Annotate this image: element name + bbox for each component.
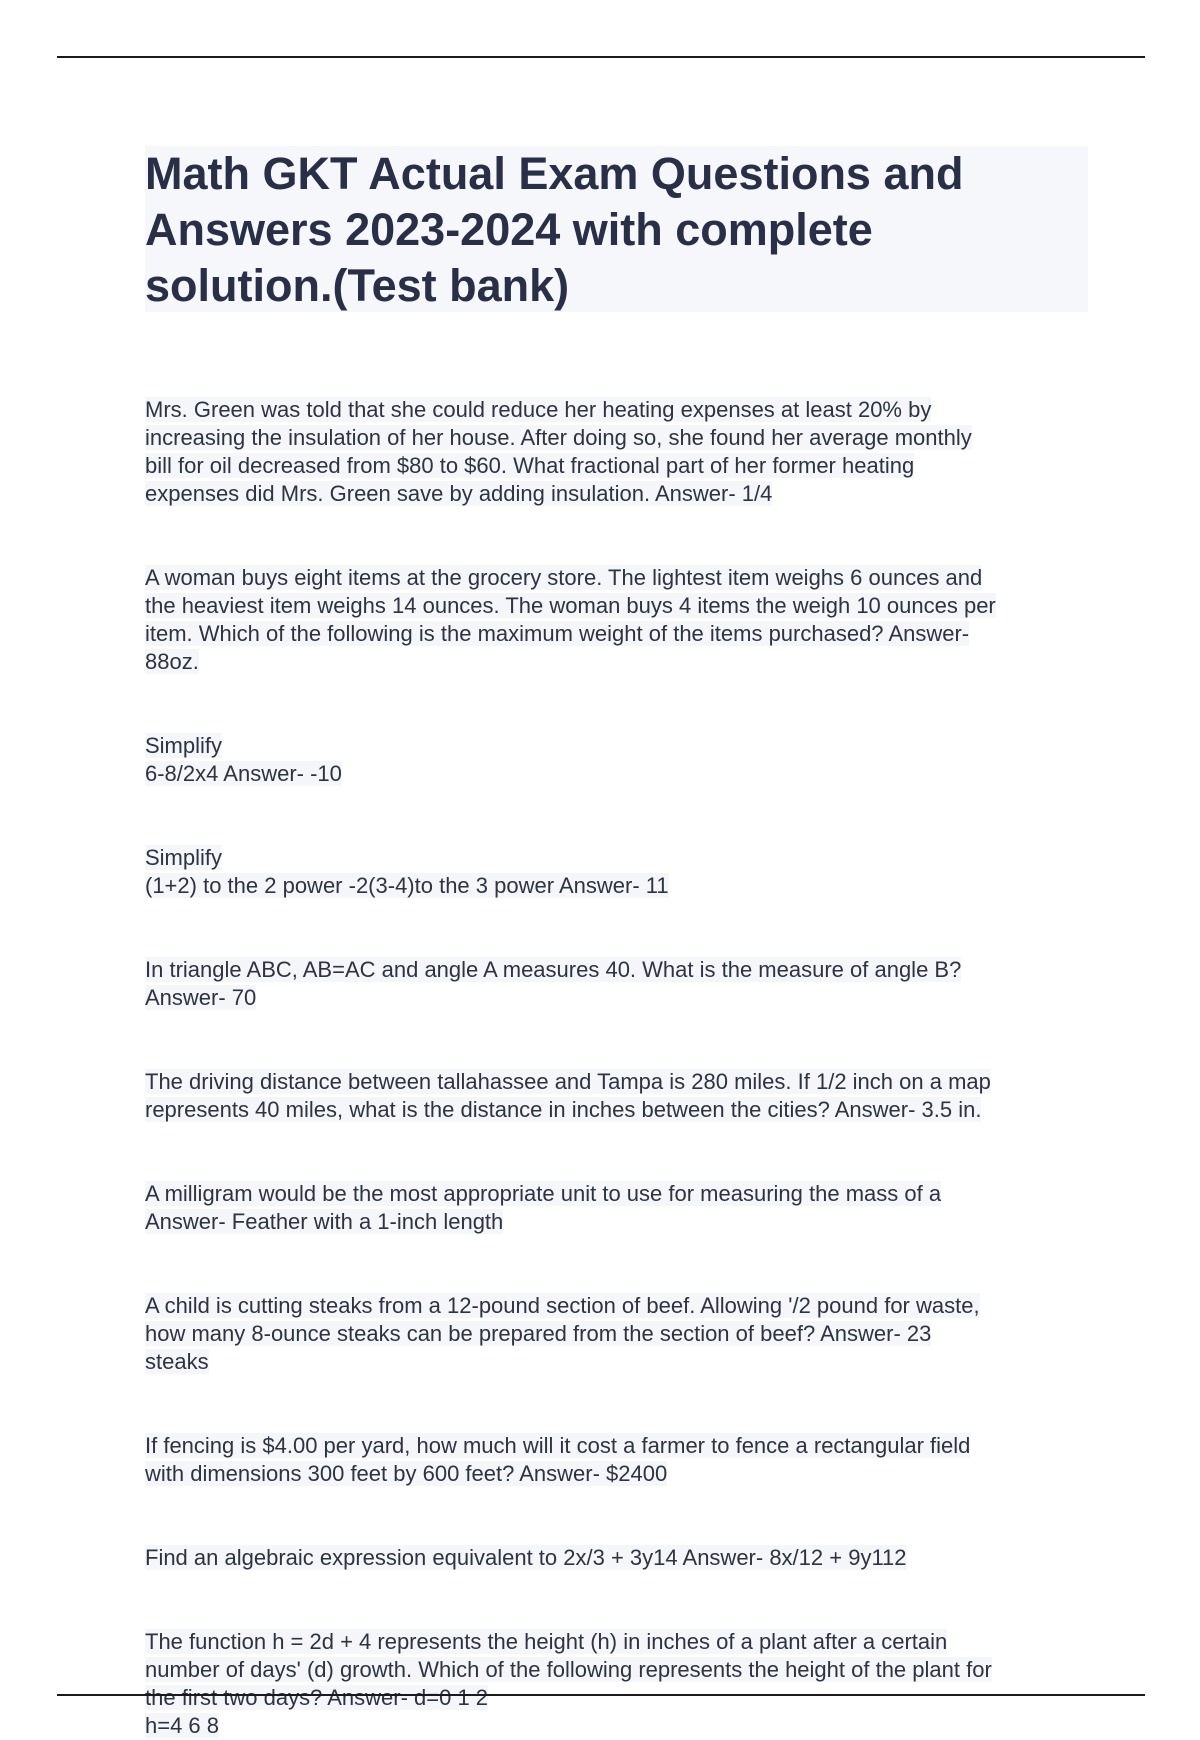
qa-item-4 — [145, 816, 1090, 900]
answer-text: Answer- $2400 — [514, 1461, 668, 1486]
qa-item-10 — [145, 1516, 1090, 1572]
answer-text: Answer- 11 — [554, 873, 669, 898]
answer-text: Answer- Feather with a 1-inch length — [145, 1209, 504, 1234]
qa-item-9 — [145, 1404, 1090, 1488]
top-rule — [57, 56, 1145, 58]
answer-text: Answer- d=0 1 2 h=4 6 8 — [145, 1685, 489, 1738]
question-text: Simplify 6-8/2x4 — [145, 733, 223, 786]
question-text: Simplify (1+2) to the 2 power -2(3-4)to the 3 power — [145, 845, 555, 898]
qa-item-2 — [145, 536, 1090, 676]
answer-text: Answer- -10 — [218, 761, 342, 786]
answer-text: Answer- 23 steaks — [145, 1321, 932, 1374]
question-text: The driving distance between tallahassee and Tampa is 280 miles. If 1/2 inch on a map represents 40 miles, what is the distance in inches between the cities? — [145, 1069, 991, 1122]
answer-text: Answer- 88oz. — [145, 621, 970, 674]
qa-item-6 — [145, 1040, 1090, 1124]
bottom-rule — [57, 1694, 1145, 1696]
qa-item-3 — [145, 704, 1090, 788]
answer-text: Answer- 70 — [145, 985, 257, 1010]
question-text: Find an algebraic expression equivalent to 2x/3 + 3y14 — [145, 1545, 678, 1570]
document-title: Math GKT Actual Exam Questions and Answers 2023-2024 with complete solution.(Test bank) — [145, 148, 964, 311]
qa-item-7 — [145, 1152, 1090, 1236]
question-text: In triangle ABC, AB=AC and angle A measures 40. What is the measure of angle B? — [145, 957, 962, 982]
question-text: The function h = 2d + 4 represents the height (h) in inches of a plant after a certain number of days' (d) growth. Which of the following represents the height of the plant for the first two days? — [145, 1629, 992, 1710]
answer-text: Answer- 1/4 — [650, 481, 773, 506]
answer-text: Answer- 3.5 in. — [829, 1097, 982, 1122]
question-text: A milligram would be the most appropriate unit to use for measuring the mass of a — [145, 1181, 942, 1206]
qa-item-8 — [145, 1264, 1090, 1376]
question-text: A woman buys eight items at the grocery store. The lightest item weighs 6 ounces and the heaviest item weighs 14 ounces. The woman buys 4 items the weigh 10 ounces per item. Which of the following is the maximum weight of the items purchased? — [145, 565, 996, 646]
qa-item-5 — [145, 928, 1090, 1012]
qa-list — [145, 368, 1090, 1740]
answer-text: Answer- 8x/12 + 9y112 — [677, 1545, 907, 1570]
question-text: If fencing is $4.00 per yard, how much will it cost a farmer to fence a rectangular field with dimensions 300 feet by 600 feet? — [145, 1433, 971, 1486]
question-text: A child is cutting steaks from a 12-pound section of beef. Allowing '/2 pound for waste, how many 8-ounce steaks can be prepared from the section of beef? — [145, 1293, 980, 1346]
qa-item-11 — [145, 1600, 1090, 1740]
title-block — [145, 146, 1088, 312]
qa-item-1 — [145, 368, 1090, 508]
question-text: Mrs. Green was told that she could reduce her heating expenses at least 20% by increasing the insulation of her house. After doing so, she found her average monthly bill for oil decreased from $80 to $60. What fractional part of her former heating expenses did Mrs. Green save by adding insulation. — [145, 397, 972, 506]
